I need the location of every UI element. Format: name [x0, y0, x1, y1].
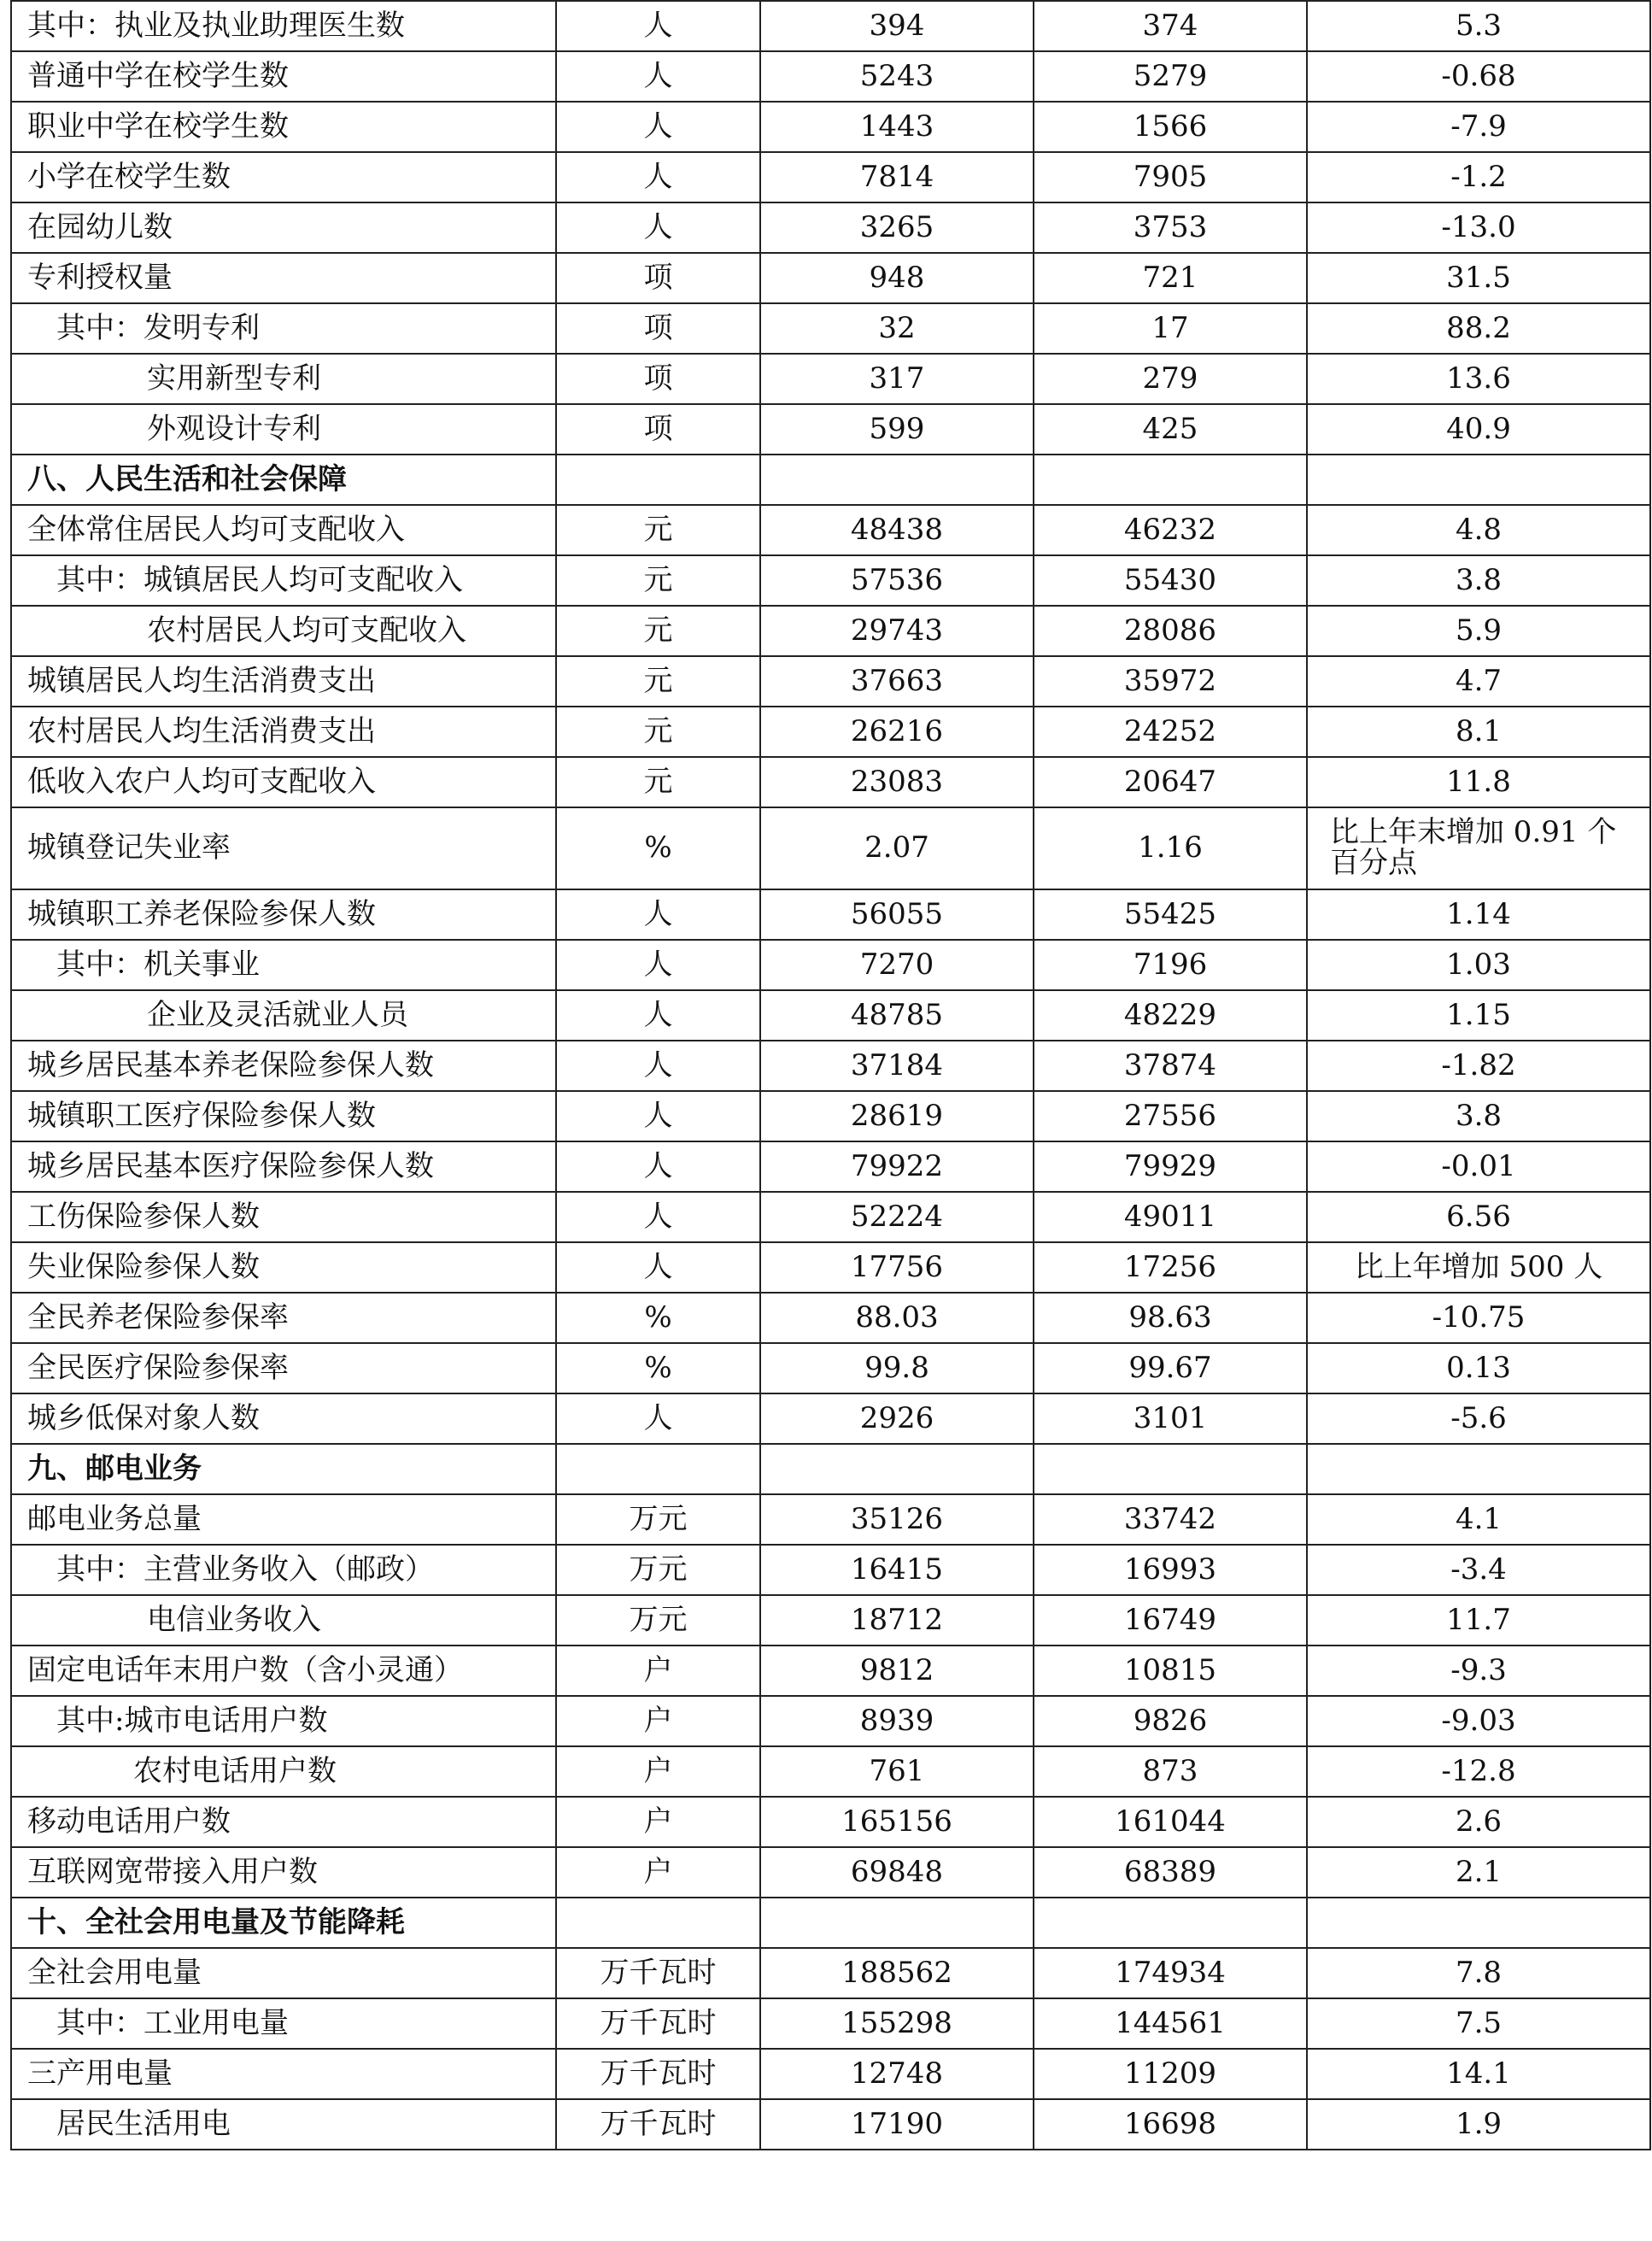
current-value: 7814: [760, 152, 1034, 202]
unit-cell: 人: [556, 1091, 760, 1141]
change-value: 4.8: [1307, 505, 1650, 555]
table-row: [11, 1192, 1650, 1242]
change-value: 5.9: [1307, 606, 1650, 656]
section-header-row: [11, 1898, 1650, 1948]
unit-cell: 元: [556, 505, 760, 555]
table-row: [11, 555, 1650, 606]
change-value: -9.3: [1307, 1646, 1650, 1696]
change-value: 13.6: [1307, 354, 1650, 404]
unit-cell: 人: [556, 102, 760, 152]
change-value: 11.7: [1307, 1595, 1650, 1646]
previous-value: 99.67: [1034, 1343, 1307, 1393]
previous-value: 16749: [1034, 1595, 1307, 1646]
table-row: [11, 940, 1650, 990]
previous-value: 55425: [1034, 889, 1307, 940]
change-value: 0.13: [1307, 1343, 1650, 1393]
previous-value: 28086: [1034, 606, 1307, 656]
indicator-name: 专利授权量: [11, 253, 556, 303]
current-value: 69848: [760, 1847, 1034, 1898]
change-value: 14.1: [1307, 2049, 1650, 2099]
indicator-name: 普通中学在校学生数: [11, 51, 556, 102]
current-value: 2.07: [760, 807, 1034, 889]
indicator-name: 三产用电量: [11, 2049, 556, 2099]
table-row: [11, 1041, 1650, 1091]
unit-cell: 户: [556, 1797, 760, 1847]
statistics-sheet: [10, 0, 1650, 2241]
previous-value: 9826: [1034, 1696, 1307, 1746]
previous-value: 7905: [1034, 152, 1307, 202]
indicator-name: 其中：机关事业: [11, 940, 556, 990]
indicator-name: 城镇居民人均生活消费支出: [11, 656, 556, 707]
indicator-name: 城乡低保对象人数: [11, 1393, 556, 1444]
change-value: -3.4: [1307, 1545, 1650, 1595]
previous-value: 68389: [1034, 1847, 1307, 1898]
indicator-name: 农村电话用户数: [11, 1746, 556, 1797]
table-row: [11, 51, 1650, 102]
change-value: [1307, 455, 1650, 505]
table-row: [11, 889, 1650, 940]
table-row: [11, 1797, 1650, 1847]
change-value: 1.9: [1307, 2099, 1650, 2150]
current-value: 48438: [760, 505, 1034, 555]
previous-value: 1.16: [1034, 807, 1307, 889]
change-value: -9.03: [1307, 1696, 1650, 1746]
change-value: 7.8: [1307, 1948, 1650, 1998]
table-row: [11, 1343, 1650, 1393]
change-value: 1.03: [1307, 940, 1650, 990]
previous-value: 3753: [1034, 202, 1307, 253]
indicator-name: 邮电业务总量: [11, 1494, 556, 1545]
table-row: [11, 1998, 1650, 2049]
unit-cell: [556, 1898, 760, 1948]
unit-cell: 户: [556, 1646, 760, 1696]
indicator-name: 其中:城市电话用户数: [11, 1696, 556, 1746]
indicator-name: 实用新型专利: [11, 354, 556, 404]
previous-value: 425: [1034, 404, 1307, 455]
change-value: 11.8: [1307, 757, 1650, 807]
table-row: [11, 707, 1650, 757]
indicator-name: 农村居民人均生活消费支出: [11, 707, 556, 757]
previous-value: 161044: [1034, 1797, 1307, 1847]
previous-value: [1034, 455, 1307, 505]
previous-value: 24252: [1034, 707, 1307, 757]
table-row: [11, 2099, 1650, 2150]
previous-value: 33742: [1034, 1494, 1307, 1545]
change-value: 3.8: [1307, 555, 1650, 606]
unit-cell: 元: [556, 757, 760, 807]
current-value: 17756: [760, 1242, 1034, 1293]
unit-cell: 万千瓦时: [556, 2049, 760, 2099]
unit-cell: 项: [556, 253, 760, 303]
indicator-name: 在园幼儿数: [11, 202, 556, 253]
previous-value: 46232: [1034, 505, 1307, 555]
previous-value: 374: [1034, 1, 1307, 51]
current-value: [760, 1898, 1034, 1948]
change-value: [1307, 1444, 1650, 1494]
table-row: [11, 505, 1650, 555]
table-row: [11, 807, 1650, 889]
table-row: [11, 404, 1650, 455]
unit-cell: 元: [556, 707, 760, 757]
current-value: 17190: [760, 2099, 1034, 2150]
current-value: 28619: [760, 1091, 1034, 1141]
table-row: [11, 1, 1650, 51]
current-value: 26216: [760, 707, 1034, 757]
change-value: 7.5: [1307, 1998, 1650, 2049]
change-value: 3.8: [1307, 1091, 1650, 1141]
unit-cell: 元: [556, 606, 760, 656]
change-value: -1.2: [1307, 152, 1650, 202]
table-row: [11, 152, 1650, 202]
change-value: 5.3: [1307, 1, 1650, 51]
change-value: 8.1: [1307, 707, 1650, 757]
section-header-row: [11, 455, 1650, 505]
unit-cell: 人: [556, 51, 760, 102]
unit-cell: 万千瓦时: [556, 1998, 760, 2049]
unit-cell: 户: [556, 1746, 760, 1797]
previous-value: 27556: [1034, 1091, 1307, 1141]
previous-value: 55430: [1034, 555, 1307, 606]
previous-value: 3101: [1034, 1393, 1307, 1444]
current-value: 29743: [760, 606, 1034, 656]
unit-cell: [556, 1444, 760, 1494]
current-value: 18712: [760, 1595, 1034, 1646]
indicator-name: 农村居民人均可支配收入: [11, 606, 556, 656]
current-value: 99.8: [760, 1343, 1034, 1393]
previous-value: 48229: [1034, 990, 1307, 1041]
indicator-name: 城镇登记失业率: [11, 807, 556, 889]
previous-value: 37874: [1034, 1041, 1307, 1091]
section-title: 八、人民生活和社会保障: [11, 455, 556, 505]
previous-value: 5279: [1034, 51, 1307, 102]
current-value: 35126: [760, 1494, 1034, 1545]
previous-value: [1034, 1898, 1307, 1948]
section-header-row: [11, 1444, 1650, 1494]
unit-cell: 人: [556, 889, 760, 940]
indicator-name: 城镇职工医疗保险参保人数: [11, 1091, 556, 1141]
unit-cell: 万元: [556, 1494, 760, 1545]
previous-value: 35972: [1034, 656, 1307, 707]
current-value: 317: [760, 354, 1034, 404]
change-value: 40.9: [1307, 404, 1650, 455]
previous-value: 11209: [1034, 2049, 1307, 2099]
indicator-name: 固定电话年末用户数（含小灵通）: [11, 1646, 556, 1696]
unit-cell: 人: [556, 1, 760, 51]
section-title: 九、邮电业务: [11, 1444, 556, 1494]
indicator-name: 外观设计专利: [11, 404, 556, 455]
current-value: 5243: [760, 51, 1034, 102]
table-row: [11, 354, 1650, 404]
table-row: [11, 1595, 1650, 1646]
indicator-name: 城乡居民基本医疗保险参保人数: [11, 1141, 556, 1192]
previous-value: 144561: [1034, 1998, 1307, 2049]
unit-cell: 项: [556, 303, 760, 354]
indicator-name: 其中：发明专利: [11, 303, 556, 354]
current-value: 1443: [760, 102, 1034, 152]
change-value: 比上年增加 500 人: [1307, 1242, 1650, 1293]
unit-cell: 人: [556, 1242, 760, 1293]
unit-cell: 户: [556, 1696, 760, 1746]
indicator-name: 居民生活用电: [11, 2099, 556, 2150]
table-row: [11, 1646, 1650, 1696]
unit-cell: [556, 455, 760, 505]
change-value: 比上年末增加 0.91 个百分点: [1307, 807, 1650, 889]
table-row: [11, 1393, 1650, 1444]
table-row: [11, 1545, 1650, 1595]
unit-cell: %: [556, 1343, 760, 1393]
change-value: -10.75: [1307, 1293, 1650, 1343]
table-row: [11, 2049, 1650, 2099]
current-value: 761: [760, 1746, 1034, 1797]
indicator-name: 职业中学在校学生数: [11, 102, 556, 152]
unit-cell: 元: [556, 555, 760, 606]
unit-cell: %: [556, 807, 760, 889]
unit-cell: 人: [556, 1192, 760, 1242]
indicator-name: 其中：工业用电量: [11, 1998, 556, 2049]
current-value: 3265: [760, 202, 1034, 253]
change-value: 2.1: [1307, 1847, 1650, 1898]
current-value: 155298: [760, 1998, 1034, 2049]
table-row: [11, 1091, 1650, 1141]
previous-value: 7196: [1034, 940, 1307, 990]
previous-value: 17256: [1034, 1242, 1307, 1293]
current-value: 79922: [760, 1141, 1034, 1192]
current-value: 394: [760, 1, 1034, 51]
table-row: [11, 606, 1650, 656]
table-row: [11, 202, 1650, 253]
unit-cell: 万元: [556, 1545, 760, 1595]
indicator-name: 城镇职工养老保险参保人数: [11, 889, 556, 940]
unit-cell: 人: [556, 152, 760, 202]
unit-cell: %: [556, 1293, 760, 1343]
current-value: 948: [760, 253, 1034, 303]
indicator-name: 企业及灵活就业人员: [11, 990, 556, 1041]
current-value: 2926: [760, 1393, 1034, 1444]
change-value: -7.9: [1307, 102, 1650, 152]
previous-value: 17: [1034, 303, 1307, 354]
indicator-name: 全民养老保险参保率: [11, 1293, 556, 1343]
current-value: 188562: [760, 1948, 1034, 1998]
indicator-name: 工伤保险参保人数: [11, 1192, 556, 1242]
change-value: -13.0: [1307, 202, 1650, 253]
change-value: -0.01: [1307, 1141, 1650, 1192]
table-row: [11, 1847, 1650, 1898]
indicator-name: 其中：主营业务收入（邮政）: [11, 1545, 556, 1595]
unit-cell: 人: [556, 1041, 760, 1091]
statistics-table: [10, 0, 1651, 2150]
indicator-name: 全民医疗保险参保率: [11, 1343, 556, 1393]
indicator-name: 全社会用电量: [11, 1948, 556, 1998]
current-value: 56055: [760, 889, 1034, 940]
indicator-name: 低收入农户人均可支配收入: [11, 757, 556, 807]
table-row: [11, 656, 1650, 707]
unit-cell: 项: [556, 404, 760, 455]
indicator-name: 其中：执业及执业助理医生数: [11, 1, 556, 51]
indicator-name: 其中：城镇居民人均可支配收入: [11, 555, 556, 606]
change-value: -1.82: [1307, 1041, 1650, 1091]
unit-cell: 人: [556, 1393, 760, 1444]
table-row: [11, 1948, 1650, 1998]
table-row: [11, 253, 1650, 303]
current-value: 16415: [760, 1545, 1034, 1595]
change-value: [1307, 1898, 1650, 1948]
previous-value: 174934: [1034, 1948, 1307, 1998]
change-value: 1.14: [1307, 889, 1650, 940]
unit-cell: 万千瓦时: [556, 1948, 760, 1998]
indicator-name: 小学在校学生数: [11, 152, 556, 202]
current-value: 57536: [760, 555, 1034, 606]
current-value: 599: [760, 404, 1034, 455]
indicator-name: 电信业务收入: [11, 1595, 556, 1646]
current-value: 37663: [760, 656, 1034, 707]
current-value: 165156: [760, 1797, 1034, 1847]
unit-cell: 万元: [556, 1595, 760, 1646]
previous-value: [1034, 1444, 1307, 1494]
unit-cell: 元: [556, 656, 760, 707]
previous-value: 1566: [1034, 102, 1307, 152]
unit-cell: 户: [556, 1847, 760, 1898]
change-value: -12.8: [1307, 1746, 1650, 1797]
unit-cell: 人: [556, 940, 760, 990]
change-value: 1.15: [1307, 990, 1650, 1041]
table-row: [11, 757, 1650, 807]
unit-cell: 项: [556, 354, 760, 404]
current-value: 48785: [760, 990, 1034, 1041]
current-value: 52224: [760, 1192, 1034, 1242]
current-value: [760, 1444, 1034, 1494]
change-value: 4.7: [1307, 656, 1650, 707]
previous-value: 279: [1034, 354, 1307, 404]
table-row: [11, 1494, 1650, 1545]
unit-cell: 人: [556, 202, 760, 253]
previous-value: 49011: [1034, 1192, 1307, 1242]
previous-value: 16698: [1034, 2099, 1307, 2150]
current-value: 7270: [760, 940, 1034, 990]
change-value: -5.6: [1307, 1393, 1650, 1444]
previous-value: 79929: [1034, 1141, 1307, 1192]
change-value: 2.6: [1307, 1797, 1650, 1847]
indicator-name: 全体常住居民人均可支配收入: [11, 505, 556, 555]
indicator-name: 失业保险参保人数: [11, 1242, 556, 1293]
current-value: 8939: [760, 1696, 1034, 1746]
table-row: [11, 1696, 1650, 1746]
change-value: -0.68: [1307, 51, 1650, 102]
unit-cell: 人: [556, 990, 760, 1041]
table-row: [11, 1242, 1650, 1293]
change-value: 6.56: [1307, 1192, 1650, 1242]
current-value: 37184: [760, 1041, 1034, 1091]
current-value: 88.03: [760, 1293, 1034, 1343]
current-value: [760, 455, 1034, 505]
table-row: [11, 102, 1650, 152]
previous-value: 98.63: [1034, 1293, 1307, 1343]
table-row: [11, 1746, 1650, 1797]
change-value: 88.2: [1307, 303, 1650, 354]
change-value: 31.5: [1307, 253, 1650, 303]
current-value: 12748: [760, 2049, 1034, 2099]
indicator-name: 移动电话用户数: [11, 1797, 556, 1847]
current-value: 9812: [760, 1646, 1034, 1696]
current-value: 23083: [760, 757, 1034, 807]
unit-cell: 人: [556, 1141, 760, 1192]
table-row: [11, 303, 1650, 354]
previous-value: 721: [1034, 253, 1307, 303]
current-value: 32: [760, 303, 1034, 354]
table-row: [11, 1293, 1650, 1343]
unit-cell: 万千瓦时: [556, 2099, 760, 2150]
previous-value: 10815: [1034, 1646, 1307, 1696]
previous-value: 873: [1034, 1746, 1307, 1797]
previous-value: 16993: [1034, 1545, 1307, 1595]
section-title: 十、全社会用电量及节能降耗: [11, 1898, 556, 1948]
indicator-name: 城乡居民基本养老保险参保人数: [11, 1041, 556, 1091]
previous-value: 20647: [1034, 757, 1307, 807]
change-value: 4.1: [1307, 1494, 1650, 1545]
table-row: [11, 990, 1650, 1041]
table-row: [11, 1141, 1650, 1192]
indicator-name: 互联网宽带接入用户数: [11, 1847, 556, 1898]
